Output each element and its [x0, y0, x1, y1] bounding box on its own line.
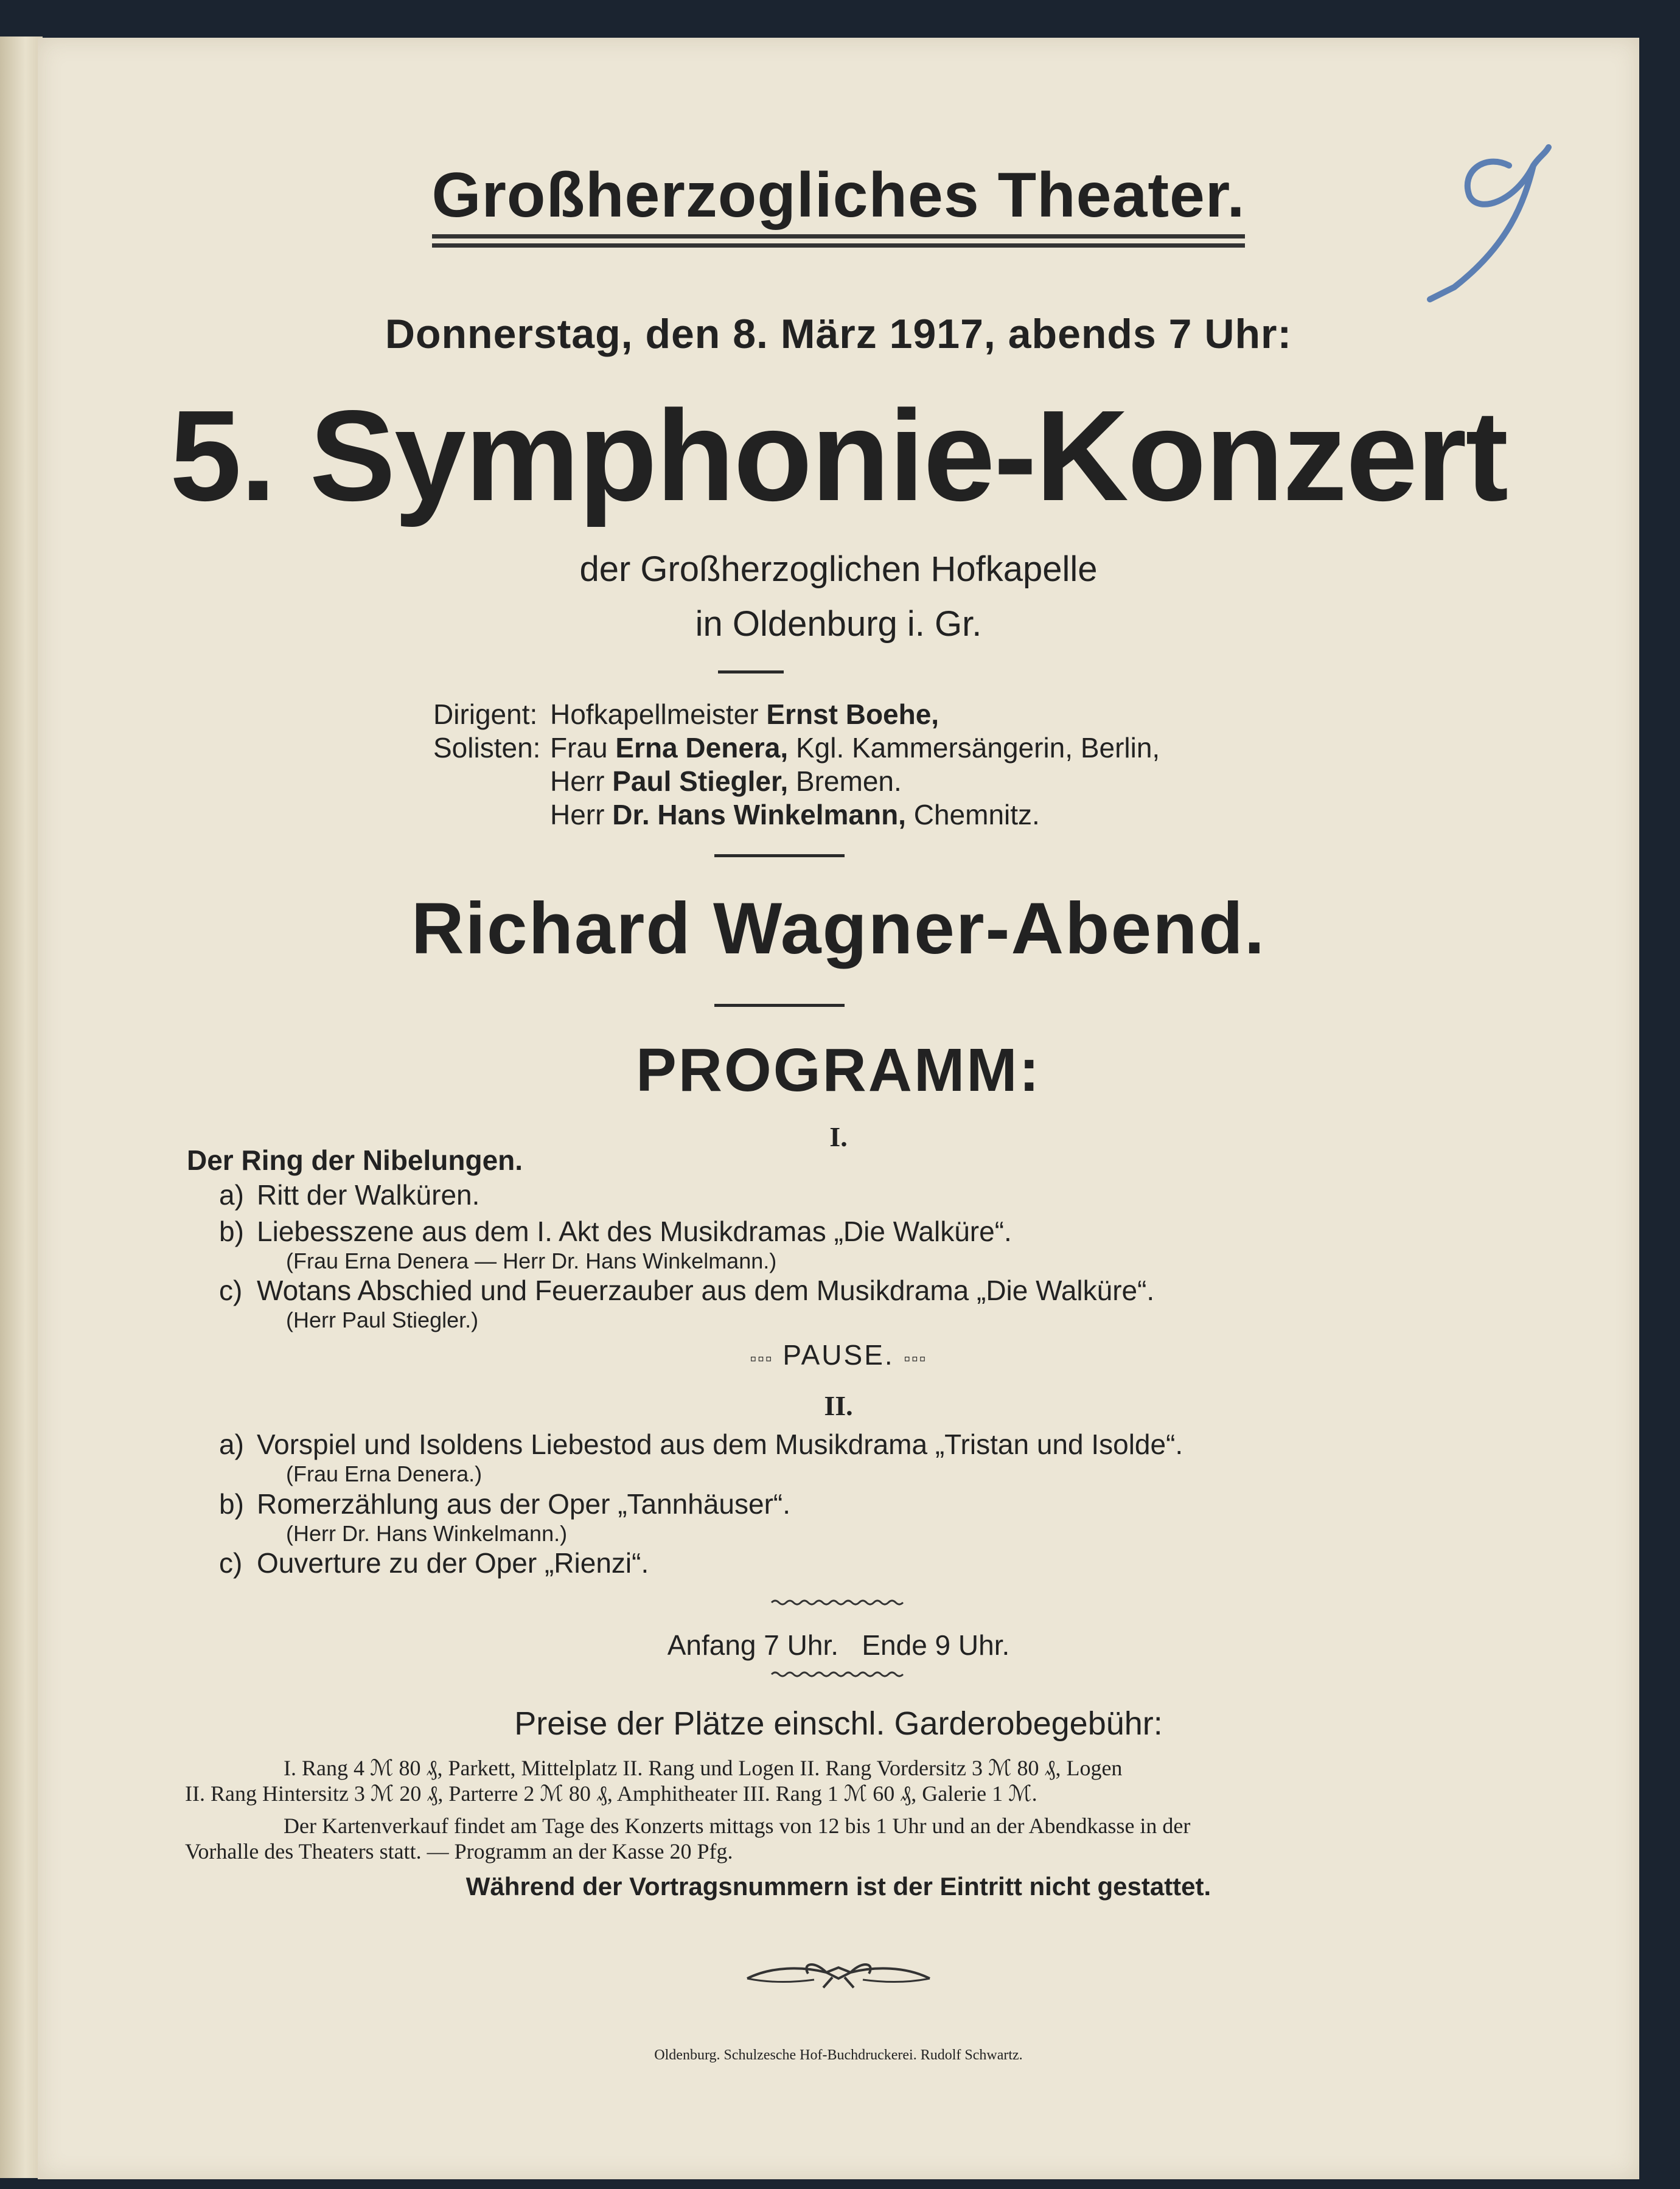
item-2b-performers: (Herr Dr. Hans Winkelmann.) — [286, 1521, 568, 1546]
ornament-left-icon: ▫▫▫ — [750, 1349, 773, 1369]
soloist-1: Frau Erna Denera, Kgl. Kammersängerin, Berlin, — [550, 732, 1160, 764]
conductor-line: Hofkapellmeister Ernst Boehe, — [550, 698, 939, 730]
printer-imprint: Oldenburg. Schulzesche Hof-Buchdruckerei. Rudolf Schwartz. — [654, 2047, 1023, 2063]
item-1b-label: b) — [219, 1216, 244, 1247]
wavy-rule-2 — [38, 1670, 1639, 1679]
handwritten-number-9 — [1418, 129, 1564, 311]
prices-heading: Preise der Plätze einschl. Garderobegebühr: — [514, 1705, 1163, 1742]
item-1c-label: c) — [219, 1275, 243, 1306]
wavy-rule-1 — [38, 1598, 1639, 1607]
sale-line-2: Vorhalle des Theaters statt. — Programm an der Kasse 20 Pfg. — [185, 1839, 733, 1864]
entry-notice: Während der Vortragsnummern ist der Eintritt nicht gestattet. — [465, 1872, 1211, 1901]
item-2c-text: Ouverture zu der Oper „Rienzi“. — [257, 1547, 649, 1579]
item-1a-label: a) — [219, 1179, 244, 1211]
prices-line-2: II. Rang Hintersitz 3 ℳ 20 ₰, Parterre 2 ℳ 80 ₰, Amphitheater III. Rang 1 ℳ 60 ₰, Galerie 1 ℳ. — [185, 1781, 1037, 1806]
item-2b-text: Romerzählung aus der Oper „Tannhäuser“. — [257, 1488, 791, 1520]
item-1c-text: Wotans Abschied und Feuerzauber aus dem Musikdrama „Die Walküre“. — [257, 1275, 1155, 1306]
start-end-times: Anfang 7 Uhr. Ende 9 Uhr. — [667, 1629, 1010, 1661]
divider-short-1 — [718, 670, 784, 673]
theater-heading: Großherzogliches Theater. — [38, 159, 1639, 248]
book-spine-edge — [0, 37, 43, 2178]
item-1b-performers: (Frau Erna Denera — Herr Dr. Hans Winkelmann.) — [286, 1248, 777, 1273]
item-1b-text: Liebesszene aus dem I. Akt des Musikdramas „Die Walküre“. — [257, 1216, 1012, 1247]
evening-title: Richard Wagner-Abend. — [411, 888, 1266, 969]
pause-line: ▫▫▫ PAUSE. ▫▫▫ — [750, 1339, 927, 1371]
ornament-right-icon: ▫▫▫ — [904, 1349, 927, 1369]
part-2-numeral: II. — [824, 1390, 853, 1421]
date-line: Donnerstag, den 8. März 1917, abends 7 Uhr: — [385, 311, 1292, 357]
conductor-label: Dirigent: — [433, 698, 538, 730]
soloist-3: Herr Dr. Hans Winkelmann, Chemnitz. — [550, 799, 1040, 830]
subtitle-city: in Oldenburg i. Gr. — [695, 604, 982, 644]
item-2c-label: c) — [219, 1547, 243, 1579]
item-2a-performers: (Frau Erna Denera.) — [286, 1461, 483, 1486]
item-1c-performers: (Herr Paul Stiegler.) — [286, 1307, 479, 1332]
bow-ornament-icon — [38, 1954, 1639, 1991]
program-heading: PROGRAMM: — [636, 1036, 1041, 1104]
prices-line-1: I. Rang 4 ℳ 80 ₰, Parkett, Mittelplatz II. Rang und Logen II. Rang Vordersitz 3 ℳ 80 ₰, Logen — [284, 1756, 1123, 1780]
program-page — [38, 38, 1639, 2179]
item-1a-text: Ritt der Walküren. — [257, 1179, 480, 1211]
divider-3 — [714, 1004, 845, 1007]
part-1-title: Der Ring der Nibelungen. — [187, 1144, 523, 1176]
concert-title: 5. Symphonie-Konzert — [169, 383, 1507, 527]
item-2b-label: b) — [219, 1488, 244, 1520]
soloists-label: Solisten: — [433, 732, 541, 764]
soloist-2: Herr Paul Stiegler, Bremen. — [550, 765, 902, 797]
handwritten-number-text: 9 — [1539, 311, 1540, 312]
divider-2 — [714, 854, 845, 857]
sale-line-1: Der Kartenverkauf findet am Tage des Konzerts mittags von 12 bis 1 Uhr und an der Abendkasse in der — [284, 1814, 1191, 1838]
subtitle-orchestra: der Großherzoglichen Hofkapelle — [579, 549, 1098, 589]
item-2a-label: a) — [219, 1429, 244, 1460]
part-1-numeral: I. — [829, 1121, 848, 1152]
item-2a-text: Vorspiel und Isoldens Liebestod aus dem Musikdrama „Tristan und Isolde“. — [257, 1429, 1183, 1460]
